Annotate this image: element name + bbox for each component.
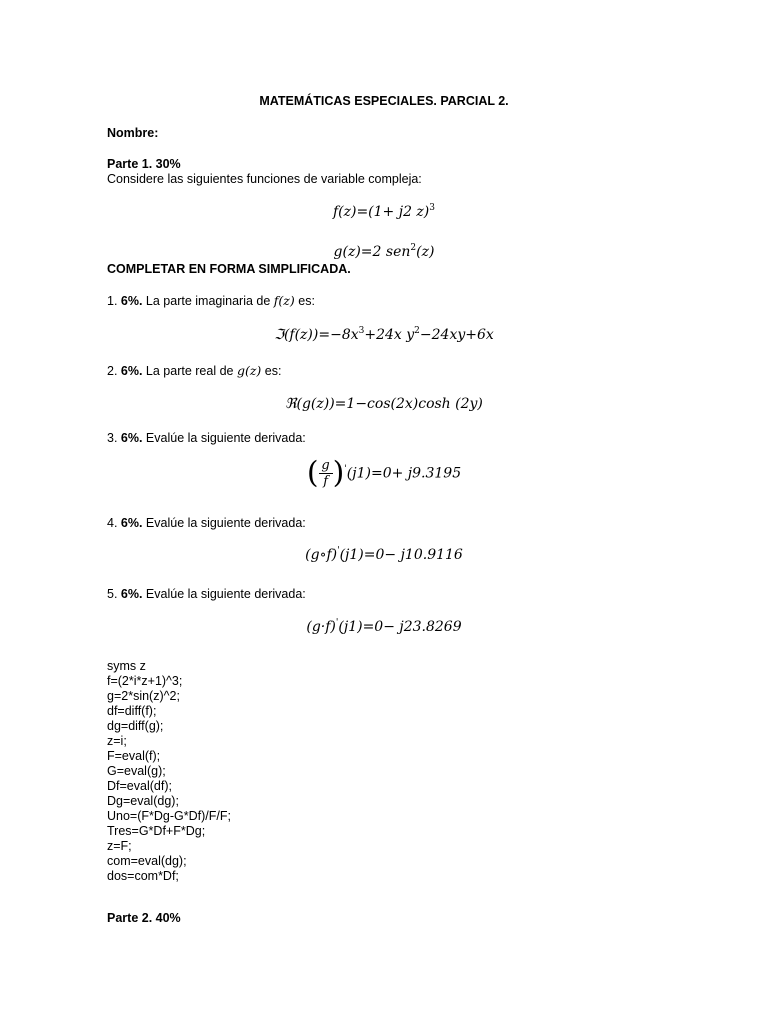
q5-text: Evalúe la siguiente derivada: [142, 587, 306, 601]
code-line: com=eval(dg); [107, 854, 187, 868]
q4-lhs: (g∘f) [305, 547, 338, 563]
q2-number: 2. [107, 364, 121, 378]
page-title: MATEMÁTICAS ESPECIALES. PARCIAL 2. [259, 94, 509, 108]
q2-answer: ℜ(g(z))=1−cos(2x)cosh (2y) [285, 396, 483, 412]
q3-denominator: f [323, 474, 328, 489]
q1-tail: es: [294, 294, 315, 308]
q3-prime: ' [344, 464, 347, 475]
q1-ans-exp2: 2 [414, 326, 420, 336]
q4-answer [0, 546, 768, 563]
f-def-exponent: 3 [429, 203, 436, 213]
code-line: G=eval(g); [107, 764, 166, 778]
code-line: z=F; [107, 839, 132, 853]
question-3 [107, 431, 306, 446]
q3-fraction [319, 458, 333, 489]
g-def-text-b: (z) [416, 244, 435, 260]
code-line: syms z [107, 659, 146, 673]
q4-percent: 6%. [120, 516, 143, 530]
f-def-text: f(z)=(1+ j2 z) [332, 204, 430, 220]
q1-ans-a: ℑ(f(z))=−8x [274, 327, 359, 343]
q1-function: f(z) [273, 293, 295, 308]
q1-percent: 6%. [120, 294, 143, 308]
f-definition [0, 203, 768, 220]
q3-percent: 6%. [120, 431, 143, 445]
q3-answer [0, 455, 768, 491]
q1-answer [0, 326, 768, 343]
q3-ans: (j1)=0+ j9.3195 [346, 465, 462, 482]
question-1 [107, 293, 315, 309]
code-line: g=2*sin(z)^2; [107, 689, 180, 703]
q1-ans-c: −24xy+6x [419, 327, 494, 343]
q1-number: 1. [107, 294, 121, 308]
question-5 [107, 587, 306, 602]
q4-prime: ' [337, 546, 340, 556]
code-line: F=eval(f); [107, 749, 161, 763]
matlab-code [107, 659, 231, 884]
q2-function: g(z) [236, 363, 262, 378]
g-def-text-a: g(z)=2 sen [333, 244, 411, 260]
part1-intro: Considere las siguientes funciones de variable compleja: [107, 172, 422, 186]
q5-answer [0, 618, 768, 635]
instruction: COMPLETAR EN FORMA SIMPLIFICADA. [107, 262, 351, 276]
q2-text: La parte real de [142, 364, 237, 378]
q3-paren-right: ) [332, 455, 345, 491]
code-line: df=diff(f); [107, 704, 157, 718]
code-line: Dg=eval(dg); [107, 794, 179, 808]
q5-prime: ' [335, 618, 339, 628]
part2-heading: Parte 2. 40% [107, 911, 181, 925]
q1-text: La parte imaginaria de [142, 294, 274, 308]
q5-lhs: (g·f) [306, 619, 336, 635]
g-def-exponent: 2 [410, 243, 417, 253]
q4-ans: (j1)=0− j10.9116 [339, 547, 463, 563]
q5-number: 5. [107, 587, 121, 601]
q2-percent: 6%. [120, 364, 143, 378]
code-line: f=(2*i*z+1)^3; [107, 674, 183, 688]
code-line: dg=diff(g); [107, 719, 164, 733]
q1-ans-b: +24x y [364, 327, 415, 343]
question-2 [107, 363, 281, 379]
q5-ans: (j1)=0− j23.8269 [338, 619, 462, 635]
name-label: Nombre: [107, 126, 159, 140]
q1-ans-exp1: 3 [358, 326, 365, 336]
q4-number: 4. [107, 516, 121, 530]
part1-heading: Parte 1. 30% [107, 157, 181, 171]
code-line: Tres=G*Df+F*Dg; [107, 824, 206, 838]
q3-paren-left: ( [306, 455, 319, 491]
q3-numerator: g [321, 458, 330, 473]
q5-percent: 6%. [120, 587, 143, 601]
g-definition [0, 243, 768, 260]
question-4 [107, 516, 306, 531]
q4-text: Evalúe la siguiente derivada: [142, 516, 306, 530]
q3-text: Evalúe la siguiente derivada: [142, 431, 306, 445]
q3-number: 3. [107, 431, 121, 445]
code-line: dos=com*Df; [107, 869, 179, 883]
code-line: z=i; [107, 734, 127, 748]
q2-tail: es: [261, 364, 282, 378]
code-line: Df=eval(df); [107, 779, 172, 793]
code-line: Uno=(F*Dg-G*Df)/F/F; [107, 809, 231, 823]
